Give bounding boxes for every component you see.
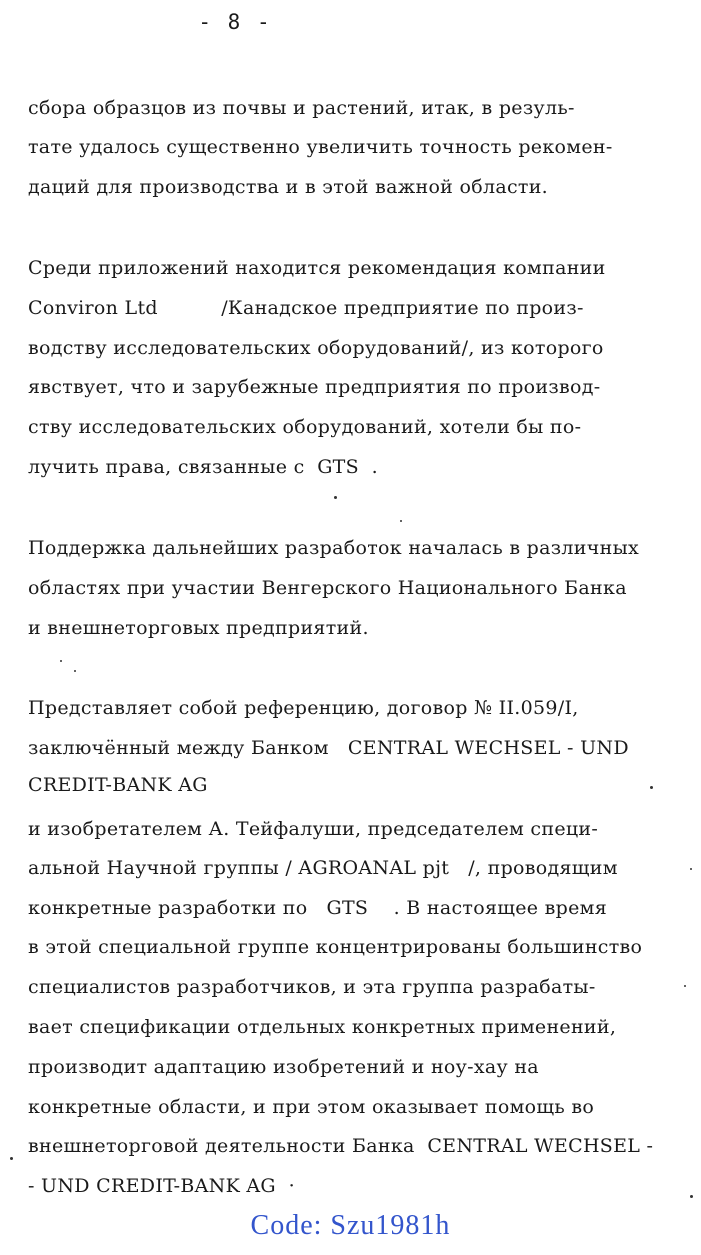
scan-speck bbox=[400, 520, 402, 522]
text-line: и внешнеторговых предприятий. bbox=[28, 617, 369, 639]
text-line: Conviron Ltd /Канадское предприятие по произ- bbox=[28, 297, 584, 319]
code-watermark: Code: Szu1981h bbox=[250, 1210, 451, 1241]
scan-speck bbox=[10, 1157, 13, 1160]
text-line: внешнеторговой деятельности Банка CENTRAL WECHSEL - bbox=[28, 1135, 654, 1157]
text-line: Представляет собой референцию, договор № II.059/I, bbox=[28, 697, 579, 719]
text-line: лучить права, связанные с GTS . bbox=[28, 456, 378, 478]
scan-speck bbox=[690, 1195, 693, 1198]
text-line: Среди приложений находится рекомендация компании bbox=[28, 257, 606, 279]
scan-speck bbox=[74, 670, 76, 672]
text-line: вает спецификации отдельных конкретных применений, bbox=[28, 1016, 617, 1038]
page-number: - 8 - bbox=[198, 10, 272, 34]
text-line: альной Научной группы / AGROANAL pjt /, проводящим bbox=[28, 857, 618, 879]
scan-speck bbox=[684, 985, 686, 987]
text-line: тате удалось существенно увеличить точность рекомен- bbox=[28, 136, 613, 158]
text-line: конкретные области, и при этом оказывает помощь во bbox=[28, 1096, 595, 1118]
text-line: и изобретателем А. Тейфалуши, председателем специ- bbox=[28, 818, 599, 840]
text-line: ству исследовательских оборудований, хотели бы по- bbox=[28, 416, 582, 438]
text-line: водству исследовательских оборудований/, из которого bbox=[28, 337, 604, 359]
text-line: областях при участии Венгерского Национального Банка bbox=[28, 577, 627, 599]
text-line: даций для производства и в этой важной области. bbox=[28, 176, 549, 198]
text-line: Поддержка дальнейших разработок началась в различных bbox=[28, 537, 640, 559]
text-line: специалистов разработчиков, и эта группа разрабаты- bbox=[28, 976, 596, 998]
scan-speck bbox=[690, 868, 692, 870]
scan-speck bbox=[650, 786, 653, 789]
text-line: сбора образцов из почвы и растений, итак, в резуль- bbox=[28, 97, 575, 119]
text-line: конкретные разработки по GTS . В настоящее время bbox=[28, 897, 608, 919]
text-line: CREDIT-BANK AG bbox=[28, 774, 208, 796]
text-line: явствует, что и зарубежные предприятия по производ- bbox=[28, 376, 601, 398]
scan-speck bbox=[334, 496, 337, 499]
text-line: в этой специальной группе концентрированы большинство bbox=[28, 936, 643, 958]
text-line: производит адаптацию изобретений и ноу-хау на bbox=[28, 1056, 539, 1078]
text-line: - UND CREDIT-BANK AG · bbox=[28, 1175, 295, 1197]
scan-speck bbox=[60, 660, 62, 662]
text-line: заключённый между Банком CENTRAL WECHSEL - UND bbox=[28, 737, 629, 759]
